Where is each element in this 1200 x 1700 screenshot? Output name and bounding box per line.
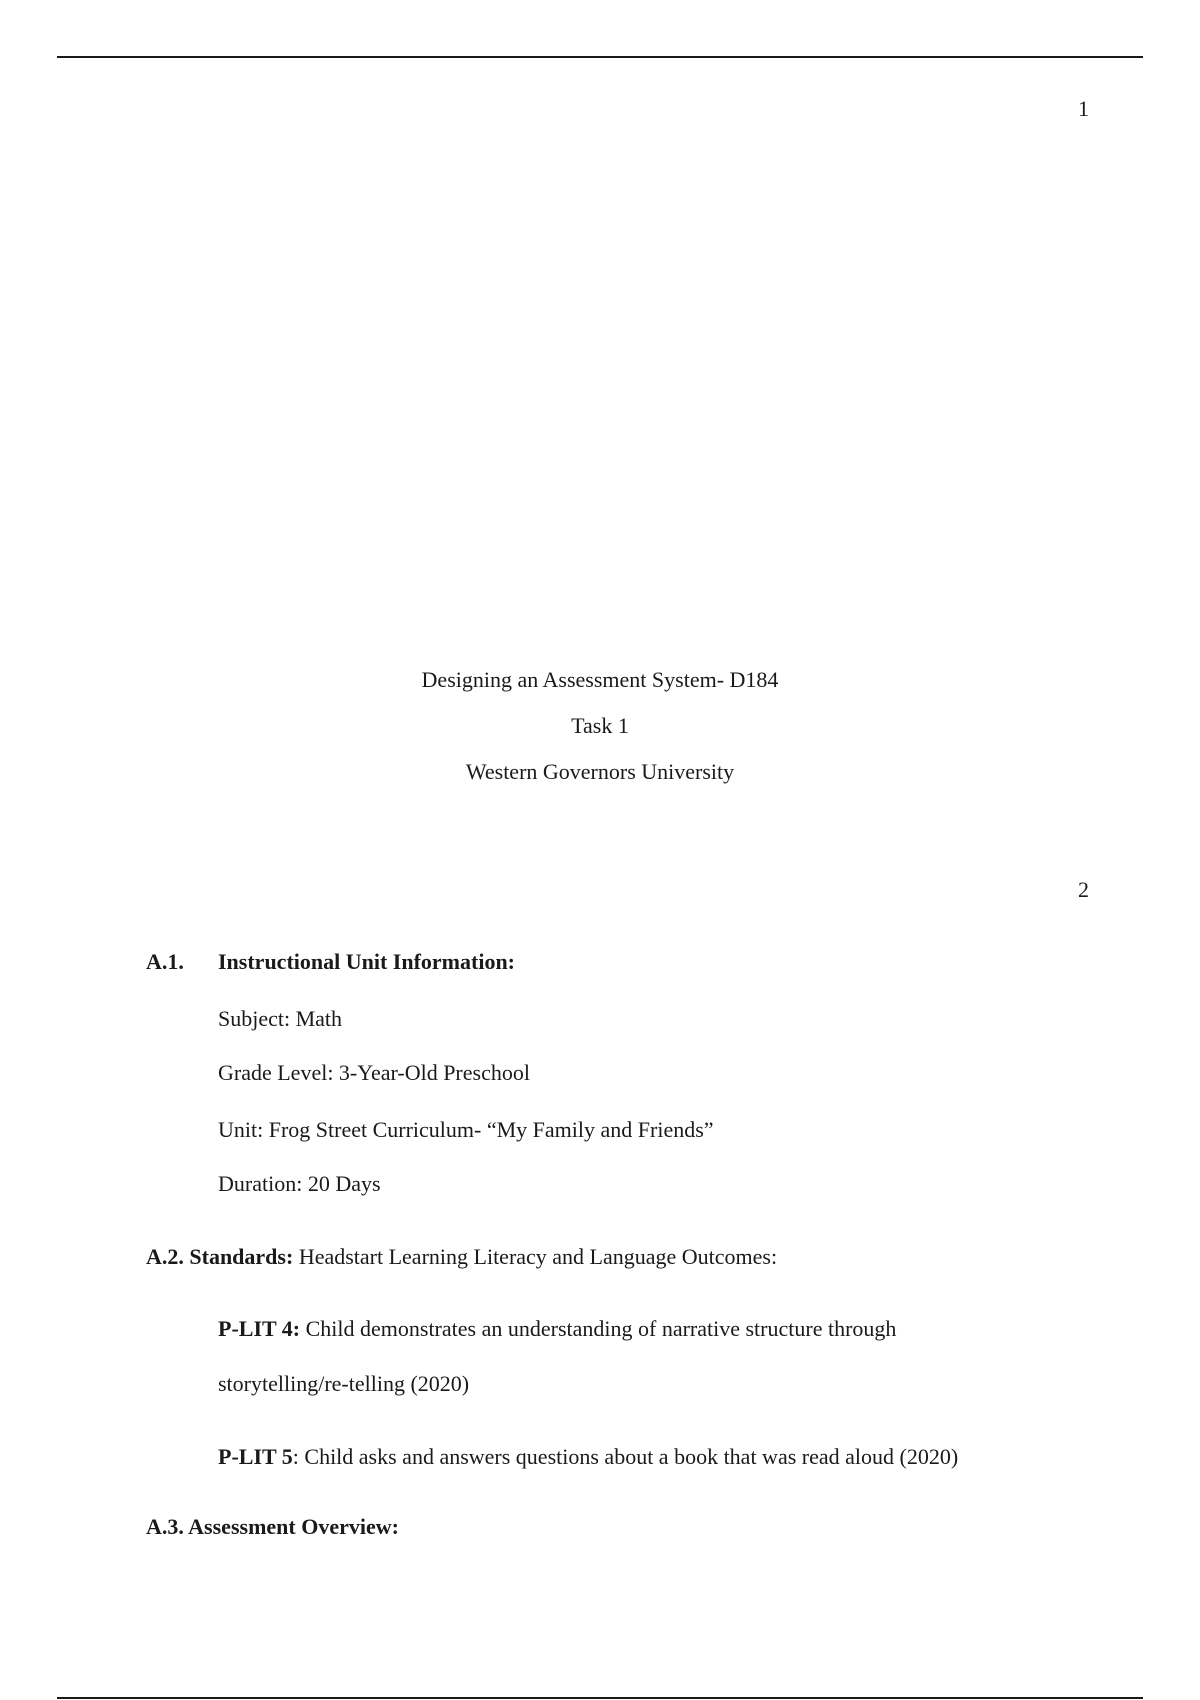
standard-p-lit-4: [218, 1316, 896, 1342]
standard-p-lit-5: [218, 1444, 958, 1470]
unit-subject: Subject: Math: [218, 1006, 343, 1031]
standard-code: P-LIT 5: [218, 1444, 293, 1469]
section-a2-standards: [146, 1244, 777, 1270]
section-a2-text: Headstart Learning Literacy and Language Outcomes:: [293, 1244, 778, 1269]
standard-p-lit-4-continued: storytelling/re-telling (2020): [218, 1371, 470, 1396]
standard-code: P-LIT 4:: [218, 1316, 301, 1341]
top-page-rule: [57, 56, 1143, 58]
unit-duration: Duration: 20 Days: [218, 1171, 381, 1196]
standard-text: : Child asks and answers questions about a book that was read aloud (2020): [292, 1444, 959, 1469]
task-label: Task 1: [571, 713, 629, 738]
page-number-1: 1: [1078, 96, 1089, 121]
unit-grade-level: Grade Level: 3-Year-Old Preschool: [218, 1060, 530, 1085]
section-a1-number: A.1.: [146, 949, 184, 974]
section-a2-label: A.2. Standards:: [146, 1244, 294, 1269]
bottom-page-rule: [57, 1697, 1143, 1699]
page-number-2: 2: [1078, 877, 1089, 902]
institution-name: Western Governors University: [465, 759, 735, 784]
document-title: Designing an Assessment System- D184: [421, 667, 779, 692]
unit-name: Unit: Frog Street Curriculum- “My Family and Friends”: [218, 1117, 714, 1142]
section-a3-heading: A.3. Assessment Overview:: [146, 1514, 399, 1539]
section-a1-heading: Instructional Unit Information:: [218, 949, 516, 974]
standard-text: Child demonstrates an understanding of narrative structure through: [300, 1316, 897, 1341]
